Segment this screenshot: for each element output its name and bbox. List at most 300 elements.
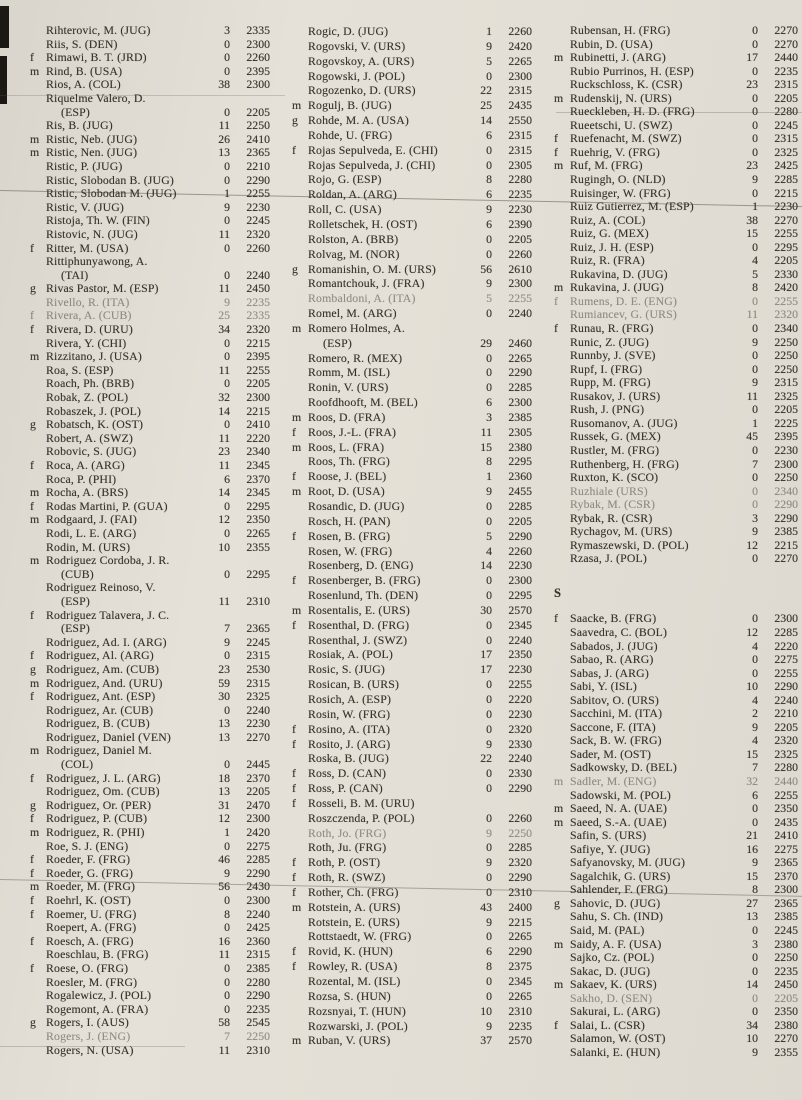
rating-value: 2305 — [508, 424, 532, 439]
rating-value: 2570 — [508, 602, 532, 617]
games-count: 9 — [752, 375, 758, 390]
player-name: Rodriguez, Am. (CUB) — [46, 661, 160, 676]
rating-entry — [554, 336, 798, 350]
player-name: Ruiz Gutierrez, M. (ESP) — [570, 199, 694, 214]
rating-value: 2325 — [774, 144, 798, 159]
rating-value: 2265 — [508, 53, 532, 68]
rating-entry — [292, 217, 532, 232]
rating-value: 2435 — [774, 814, 798, 829]
games-count: 0 — [224, 417, 230, 432]
player-name: Rozsnyai, T. (HUN) — [308, 1003, 406, 1018]
rating-value: 2240 — [508, 632, 532, 647]
games-count: 0 — [486, 677, 492, 692]
title-prefix: g — [30, 797, 36, 812]
player-name: (ESP) — [61, 104, 90, 119]
rating-entry — [30, 785, 270, 799]
rating-entry — [292, 900, 532, 915]
rating-entry — [30, 174, 270, 188]
rating-entry — [292, 440, 532, 455]
rating-entry — [292, 499, 532, 514]
rating-value: 2270 — [774, 1031, 798, 1046]
games-count: 0 — [752, 63, 758, 78]
player-name: Rolston, A. (BRB) — [308, 231, 399, 246]
title-prefix: f — [30, 811, 34, 826]
rating-value: 2270 — [774, 23, 798, 37]
rating-entry — [554, 403, 798, 417]
player-name: Roska, B. (JUG) — [308, 751, 389, 766]
rating-entry — [292, 262, 532, 277]
rating-value: 2205 — [508, 513, 532, 528]
player-name: Rusakov, J. (URS) — [570, 388, 661, 403]
rating-value: 2300 — [508, 395, 532, 410]
rating-entry — [292, 544, 532, 559]
player-name: Rozsa, S. (HUN) — [308, 988, 391, 1003]
rating-entry — [292, 781, 532, 796]
rating-entry — [30, 772, 270, 786]
games-count: 14 — [746, 977, 758, 992]
rating-value: 2215 — [246, 335, 270, 350]
games-count: 25 — [480, 98, 492, 113]
player-name: Robert, A. (SWZ) — [46, 430, 133, 445]
rating-entry — [30, 106, 270, 120]
games-count: 0 — [486, 810, 492, 825]
rating-entry — [292, 380, 532, 395]
rating-entry — [554, 829, 798, 843]
player-name: Romero Holmes, A. — [308, 320, 405, 335]
rating-entry — [554, 816, 798, 830]
rating-value: 2355 — [774, 1044, 798, 1059]
rating-value: 2320 — [508, 855, 532, 870]
rating-value: 2550 — [508, 113, 532, 128]
rating-value: 2235 — [774, 963, 798, 978]
games-count: 0 — [224, 960, 230, 975]
rating-entry — [554, 951, 798, 965]
rating-entry — [30, 309, 270, 323]
games-count: 0 — [486, 884, 492, 899]
player-name: Safiye, Y. (JUG) — [570, 841, 651, 856]
binding-mark — [0, 56, 7, 104]
player-name: Ristic, P. (JUG) — [46, 158, 123, 173]
rating-entry — [30, 486, 270, 500]
rating-value: 2250 — [774, 348, 798, 363]
title-prefix: m — [30, 553, 40, 568]
games-count: 0 — [224, 240, 230, 255]
player-name: Rind, B. (USA) — [46, 63, 123, 78]
games-count: 5 — [752, 266, 758, 281]
games-count: 0 — [752, 950, 758, 965]
games-count: 0 — [486, 157, 492, 172]
player-name: Riquelme Valero, D. — [46, 90, 146, 105]
rating-value: 2445 — [246, 757, 270, 772]
rating-entry — [30, 51, 270, 65]
games-count: 21 — [746, 828, 758, 843]
games-count: 0 — [486, 380, 492, 395]
player-name: (ESP) — [61, 621, 90, 636]
games-count: 9 — [224, 634, 230, 649]
rating-value: 2210 — [246, 158, 270, 173]
rating-value: 2255 — [246, 362, 270, 377]
rating-entry — [30, 1030, 270, 1044]
rating-value: 2260 — [508, 810, 532, 825]
rating-value: 2235 — [246, 1001, 270, 1016]
rating-value: 2290 — [774, 510, 798, 525]
title-prefix: m — [292, 602, 302, 617]
player-name: Rozwarski, J. (POL) — [308, 1018, 408, 1033]
rating-value: 2265 — [508, 929, 532, 944]
rating-entry — [292, 707, 532, 722]
rating-entry — [554, 870, 798, 884]
games-count: 0 — [224, 1001, 230, 1016]
rating-value: 2345 — [508, 974, 532, 988]
games-count: 9 — [486, 855, 492, 870]
rating-entry — [30, 527, 270, 541]
player-name: Ruiz, G. (MEX) — [570, 226, 649, 241]
rating-value: 2315 — [774, 131, 798, 146]
games-count: 9 — [752, 334, 758, 349]
player-name: Ruiz, A. (COL) — [570, 212, 646, 227]
rating-value: 2440 — [774, 773, 798, 788]
rating-value: 2295 — [246, 566, 270, 581]
games-count: 32 — [746, 773, 758, 788]
rating-entry — [554, 241, 798, 255]
player-name: Salai, L. (CSR) — [570, 1017, 645, 1032]
player-name: Rosenberger, B. (FRG) — [308, 573, 421, 588]
player-name: Rosch, H. (PAN) — [308, 513, 391, 528]
player-name: Saccone, F. (ITA) — [570, 719, 656, 734]
rating-entry — [30, 214, 270, 228]
rating-value: 2260 — [508, 246, 532, 261]
rating-value: 2240 — [774, 692, 798, 707]
rating-value: 2290 — [246, 172, 270, 187]
games-count: 4 — [752, 253, 758, 268]
rating-entry — [30, 445, 270, 459]
player-name: Rihterovic, M. (JUG) — [46, 23, 151, 37]
rating-entry — [554, 430, 798, 444]
title-prefix: m — [554, 50, 564, 65]
player-name: Rodriguez Talavera, J. C. — [46, 607, 170, 622]
rating-entry — [554, 802, 798, 816]
rating-value: 2390 — [508, 216, 532, 231]
player-name: Safyanovsky, M. (JUG) — [570, 855, 686, 870]
games-count: 0 — [224, 50, 230, 65]
player-name: Rimawi, B. T. (JRD) — [46, 50, 147, 65]
rating-entry — [292, 425, 532, 440]
rating-value: 2205 — [774, 90, 798, 105]
rating-value: 2290 — [508, 781, 532, 796]
column-2 — [292, 24, 532, 1059]
games-count: 11 — [746, 307, 758, 322]
player-name: Rodriguez, P. (CUB) — [46, 811, 148, 826]
rating-value: 2230 — [246, 199, 270, 214]
player-name: Roesch, A. (FRG) — [46, 933, 134, 948]
rating-entry — [30, 744, 270, 758]
player-name: Rosseli, B. M. (URU) — [308, 795, 415, 810]
games-count: 0 — [224, 648, 230, 663]
rating-entry — [292, 395, 532, 410]
rating-entry — [554, 214, 798, 228]
rating-entry — [292, 1019, 532, 1034]
rating-value: 2260 — [508, 24, 532, 38]
rating-entry — [292, 529, 532, 544]
rating-entry — [292, 766, 532, 781]
games-count: 0 — [224, 267, 230, 282]
player-name: Robak, Z. (POL) — [46, 390, 129, 405]
games-count: 9 — [486, 484, 492, 499]
rating-value: 2380 — [774, 936, 798, 951]
title-prefix: m — [292, 899, 302, 914]
rating-value: 2230 — [508, 202, 532, 217]
player-name: Rosich, A. (ESP) — [308, 691, 392, 706]
rating-entry — [30, 296, 270, 310]
rating-value: 2255 — [774, 787, 798, 802]
player-name: Rodriguez, Daniel (VEN) — [46, 729, 171, 744]
games-count: 8 — [486, 454, 492, 469]
games-count: 0 — [486, 306, 492, 321]
player-name: Sadowski, M. (POL) — [570, 787, 672, 802]
player-name: Rosican, B. (URS) — [308, 677, 400, 692]
rating-value: 2330 — [508, 766, 532, 781]
rating-value: 2260 — [508, 543, 532, 558]
rating-entry — [554, 444, 798, 458]
player-name: Rukavina, D. (JUG) — [570, 266, 668, 281]
rating-value: 2310 — [508, 1003, 532, 1018]
rating-entry — [30, 228, 270, 242]
player-name: Rueckleben, H. D. (FRG) — [570, 104, 695, 119]
player-name: Rodriguez, Ar. (CUB) — [46, 702, 154, 717]
title-prefix: f — [30, 648, 34, 663]
player-name: Ris, B. (JUG) — [46, 118, 113, 133]
games-count: 0 — [486, 231, 492, 246]
games-count: 56 — [480, 261, 492, 276]
rating-entry — [292, 929, 532, 944]
rating-value: 2420 — [508, 38, 532, 53]
rating-value: 2280 — [774, 760, 798, 775]
player-name: Ristovic, N. (JUG) — [46, 226, 138, 241]
games-count: 4 — [486, 543, 492, 558]
player-name: Rogovski, V. (URS) — [308, 38, 406, 53]
rating-value: 2280 — [508, 172, 532, 187]
player-name: Sabi, Y. (ISL) — [570, 679, 637, 694]
player-name: Roeder, G. (FRG) — [46, 865, 134, 880]
rating-value: 2210 — [774, 706, 798, 721]
rating-entry — [292, 128, 532, 143]
rating-entry — [292, 677, 532, 692]
player-name: Sahu, S. Ch. (IND) — [570, 909, 664, 924]
rating-value: 2250 — [774, 950, 798, 965]
games-count: 9 — [752, 719, 758, 734]
player-name: Russek, G. (MEX) — [570, 429, 661, 444]
games-count: 1 — [486, 469, 492, 484]
rating-value: 2450 — [246, 281, 270, 296]
rating-entry — [30, 758, 270, 772]
games-count: 0 — [486, 350, 492, 365]
games-count: 13 — [218, 784, 230, 799]
rating-entry — [30, 1016, 270, 1030]
rating-entry — [30, 690, 270, 704]
games-count: 12 — [218, 811, 230, 826]
games-count: 0 — [224, 838, 230, 853]
player-name: Rueetschi, U. (SWZ) — [570, 117, 673, 132]
rating-entry — [292, 662, 532, 677]
games-count: 0 — [752, 144, 758, 159]
games-count: 0 — [752, 990, 758, 1005]
rating-entry — [292, 870, 532, 885]
rating-value: 2285 — [508, 380, 532, 395]
rating-entry — [292, 158, 532, 173]
rating-entry — [554, 105, 798, 119]
rating-entry — [554, 349, 798, 363]
rating-entry — [30, 92, 270, 106]
player-name: Roa, S. (ESP) — [46, 362, 114, 377]
player-name: Rubin, D. (USA) — [570, 36, 653, 51]
games-count: 5 — [486, 528, 492, 543]
rating-entry — [554, 883, 798, 897]
games-count: 9 — [224, 199, 230, 214]
rating-entry — [292, 484, 532, 499]
player-name: Ritter, M. (USA) — [46, 240, 129, 255]
rating-value: 2350 — [246, 512, 270, 527]
rating-entry — [292, 1033, 532, 1048]
rating-value: 2240 — [246, 906, 270, 921]
player-name: Rodriguez, Al. (ARG) — [46, 648, 154, 663]
rating-entry — [30, 921, 270, 935]
rating-value: 2325 — [774, 746, 798, 761]
rating-entry — [554, 694, 798, 708]
games-count: 0 — [486, 617, 492, 632]
games-count: 6 — [486, 127, 492, 142]
player-name: Rubinetti, J. (ARG) — [570, 50, 666, 65]
games-count: 23 — [218, 661, 230, 676]
rating-value: 2395 — [246, 63, 270, 78]
games-count: 11 — [218, 362, 230, 377]
player-name: Rotstein, E. (URS) — [308, 914, 400, 929]
player-name: Sakaev, K. (URS) — [570, 977, 657, 992]
rating-entry — [292, 885, 532, 900]
rating-value: 2240 — [508, 306, 532, 321]
rating-entry — [554, 308, 798, 322]
player-name: Rosiak, A. (POL) — [308, 647, 393, 662]
games-count: 0 — [224, 349, 230, 364]
games-count: 30 — [218, 689, 230, 704]
player-name: Robaszek, J. (POL) — [46, 403, 142, 418]
rating-value: 2360 — [508, 469, 532, 484]
title-prefix: m — [292, 1033, 302, 1048]
player-name: (CUB) — [61, 566, 94, 581]
games-count: 26 — [218, 131, 230, 146]
player-name: Runau, R. (FRG) — [570, 321, 654, 336]
rating-value: 2345 — [246, 458, 270, 472]
title-prefix: m — [554, 801, 564, 816]
player-name: Roldan, A. (ARG) — [308, 187, 397, 202]
rating-value: 2315 — [508, 142, 532, 157]
rating-value: 2315 — [774, 375, 798, 390]
title-prefix: f — [292, 781, 296, 796]
games-count: 15 — [746, 226, 758, 241]
rating-value: 2230 — [774, 199, 798, 214]
rating-entry — [554, 498, 798, 512]
player-name: Rojas Sepulveda, J. (CHI) — [308, 157, 436, 172]
title-prefix: f — [292, 528, 296, 543]
games-count: 1 — [224, 825, 230, 840]
rating-entry — [30, 880, 270, 894]
player-name: Rojo, G. (ESP) — [308, 172, 382, 187]
rating-entry — [554, 843, 798, 857]
title-prefix: f — [292, 959, 296, 974]
games-count: 0 — [486, 974, 492, 988]
title-prefix: m — [554, 814, 564, 829]
games-count: 13 — [746, 909, 758, 924]
rating-value: 2425 — [246, 920, 270, 935]
player-name: Rodriguez Cordoba, J. R. — [46, 553, 170, 568]
rating-value: 2245 — [774, 923, 798, 937]
player-name: Ruiz, J. H. (ESP) — [570, 239, 654, 254]
games-count: 9 — [224, 294, 230, 309]
games-count: 6 — [224, 471, 230, 486]
rating-entry — [30, 38, 270, 52]
rating-value: 2230 — [508, 662, 532, 677]
rating-value: 2240 — [508, 751, 532, 766]
title-prefix: f — [30, 458, 34, 472]
rating-entry — [292, 618, 532, 633]
rating-entry — [292, 811, 532, 826]
rating-entry — [292, 737, 532, 752]
player-name: Roos, L. (FRA) — [308, 439, 385, 454]
rating-value: 2320 — [246, 322, 270, 337]
title-prefix: g — [554, 895, 560, 910]
player-name: Rupf, I. (FRG) — [570, 361, 643, 376]
title-prefix: f — [30, 322, 34, 337]
rating-value: 2340 — [774, 483, 798, 498]
rating-value: 2325 — [246, 689, 270, 704]
rating-value: 2265 — [246, 525, 270, 540]
rating-entry — [30, 812, 270, 826]
games-count: 8 — [224, 906, 230, 921]
games-count: 15 — [480, 439, 492, 454]
games-count: 2 — [752, 706, 758, 721]
player-name: Sabados, J. (JUG) — [570, 638, 658, 653]
games-count: 34 — [218, 322, 230, 337]
rating-value: 2315 — [246, 675, 270, 690]
player-name: Roach, Ph. (BRB) — [46, 376, 135, 391]
games-count: 0 — [752, 36, 758, 51]
rating-entry — [292, 247, 532, 262]
rating-value: 2300 — [246, 36, 270, 51]
player-name: Rogers, I. (AUS) — [46, 1015, 130, 1030]
rating-entry — [292, 172, 532, 187]
games-count: 11 — [218, 430, 230, 445]
player-name: Rosenthal, J. (SWZ) — [308, 632, 408, 647]
games-count: 30 — [480, 602, 492, 617]
title-prefix: m — [554, 90, 564, 105]
player-name: Rosandic, D. (JUG) — [308, 499, 405, 513]
games-count: 0 — [752, 321, 758, 336]
games-count: 12 — [218, 512, 230, 527]
title-prefix: f — [292, 424, 296, 439]
games-count: 0 — [486, 632, 492, 647]
rating-value: 2375 — [508, 959, 532, 974]
player-name: Rocha, A. (BRS) — [46, 485, 129, 500]
player-name: Rotstein, A. (URS) — [308, 899, 401, 914]
games-count: 0 — [224, 525, 230, 540]
title-prefix: f — [30, 865, 34, 880]
rating-value: 2450 — [774, 977, 798, 992]
rating-value: 2530 — [246, 661, 270, 676]
rating-entry — [554, 24, 798, 38]
rating-entry — [30, 133, 270, 147]
player-name: Rogers, J. (ENG) — [46, 1028, 131, 1043]
rating-entry — [292, 573, 532, 588]
rating-value: 2260 — [246, 240, 270, 255]
